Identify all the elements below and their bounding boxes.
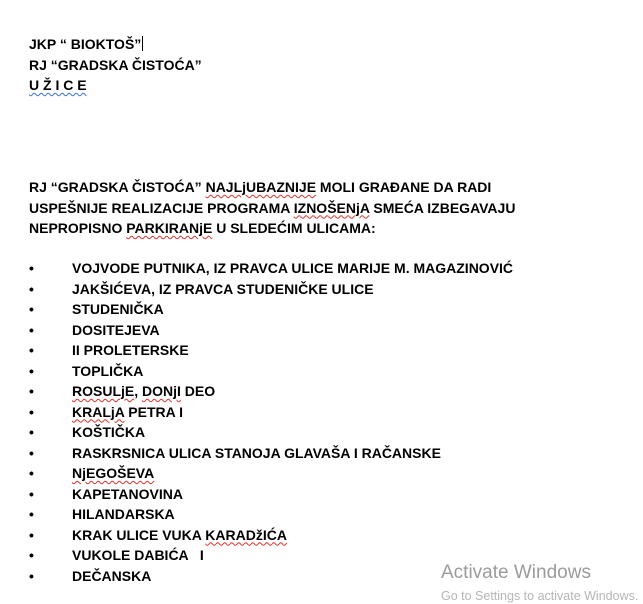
activate-windows-watermark: Activate Windows xyxy=(441,562,591,583)
notice-paragraph xyxy=(29,177,629,239)
notice-line-2: USPEŠNIJE REALIZACIJE PROGRAMA IZNOŠENjA SMEĆA IZBEGAVAJU xyxy=(29,199,516,216)
notice-line-3: NEPROPISNO PARKIRANjE U SLEDEĆIM ULICAMA: xyxy=(29,220,376,236)
document-header xyxy=(29,34,202,96)
activate-windows-hint: Go to Settings to activate Windows. xyxy=(441,589,639,603)
header-company: JKP “ BIOKTOŠ” xyxy=(29,36,142,52)
header-city: U Ž I C E xyxy=(29,77,87,93)
header-unit: RJ “GRADSKA ČISTOĆA” xyxy=(29,56,202,73)
text-cursor xyxy=(142,36,143,51)
notice-line-1: RJ “GRADSKA ČISTOĆA” NAJLjUBAZNIJE MOLI GRAĐANE DA RADI xyxy=(29,179,492,195)
